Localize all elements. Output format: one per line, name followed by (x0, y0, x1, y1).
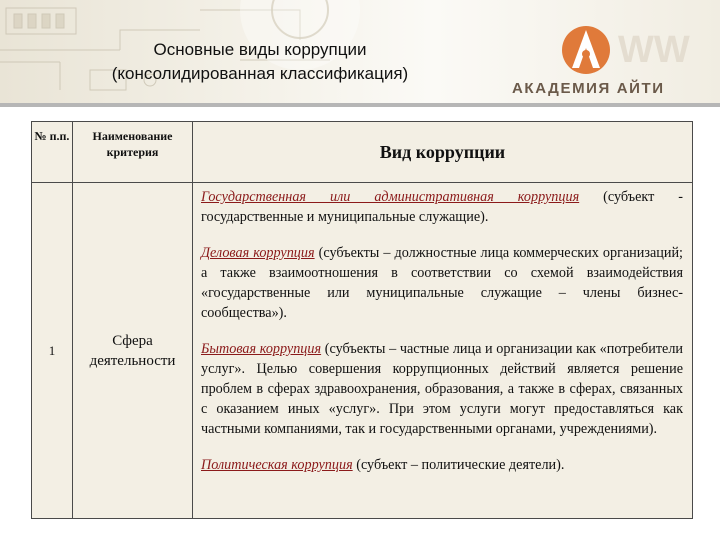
academy-logo (508, 20, 713, 102)
table-header-row (32, 122, 693, 183)
table-row (32, 183, 693, 519)
list-item (201, 455, 683, 475)
term-business-corruption: Деловая коррупция (201, 245, 315, 261)
corruption-types-table (31, 121, 693, 519)
term-administrative-corruption: Государственная или административная коррупция (201, 189, 580, 205)
row-description (193, 183, 693, 519)
row-num: 1 (32, 183, 73, 519)
title-line-1: Основные виды коррупции (153, 40, 367, 59)
term-description: (субъекты – должностные лица коммерческих организаций; а также взаимоотношения в соответствии со схемой взаимодействия «государственные или муниципальные служащие – члены бизнес-сообщества»). (201, 245, 683, 321)
logo-emblem-icon (562, 20, 712, 80)
term-description: (субъект - государственные и муниципальные служащие). (201, 189, 683, 225)
logo-watermark-text: WW (618, 29, 690, 71)
logo-text: АКАДЕМИЯ АЙТИ (512, 80, 665, 97)
header-divider (0, 103, 720, 107)
list-item (201, 187, 683, 227)
term-household-corruption: Бытовая коррупция (201, 341, 322, 357)
row-criterion: Сфера деятельности (73, 183, 193, 519)
header-corruption-type: Вид коррупции (193, 122, 693, 183)
list-item (201, 339, 683, 439)
header-num: № п.п. (32, 122, 73, 183)
header-criterion: Наименование критерия (73, 122, 193, 183)
term-description: (субъект – политические деятели). (352, 457, 565, 473)
term-description: (субъекты – частные лица и организации как «потребители услуг». Целью совершения коррупционных действий является решение проблем в сферах здравоохранения, образования, а также в сферах, связанных с оказанием иных «услуг». При этом услуги могут предоставляться как частными компаниями, так и государственными органами, учреждениями). (201, 341, 683, 437)
term-political-corruption: Политическая коррупция (201, 457, 353, 473)
page-title (40, 38, 480, 86)
list-item (201, 243, 683, 323)
title-line-2: (консолидированная классификация) (111, 64, 409, 83)
